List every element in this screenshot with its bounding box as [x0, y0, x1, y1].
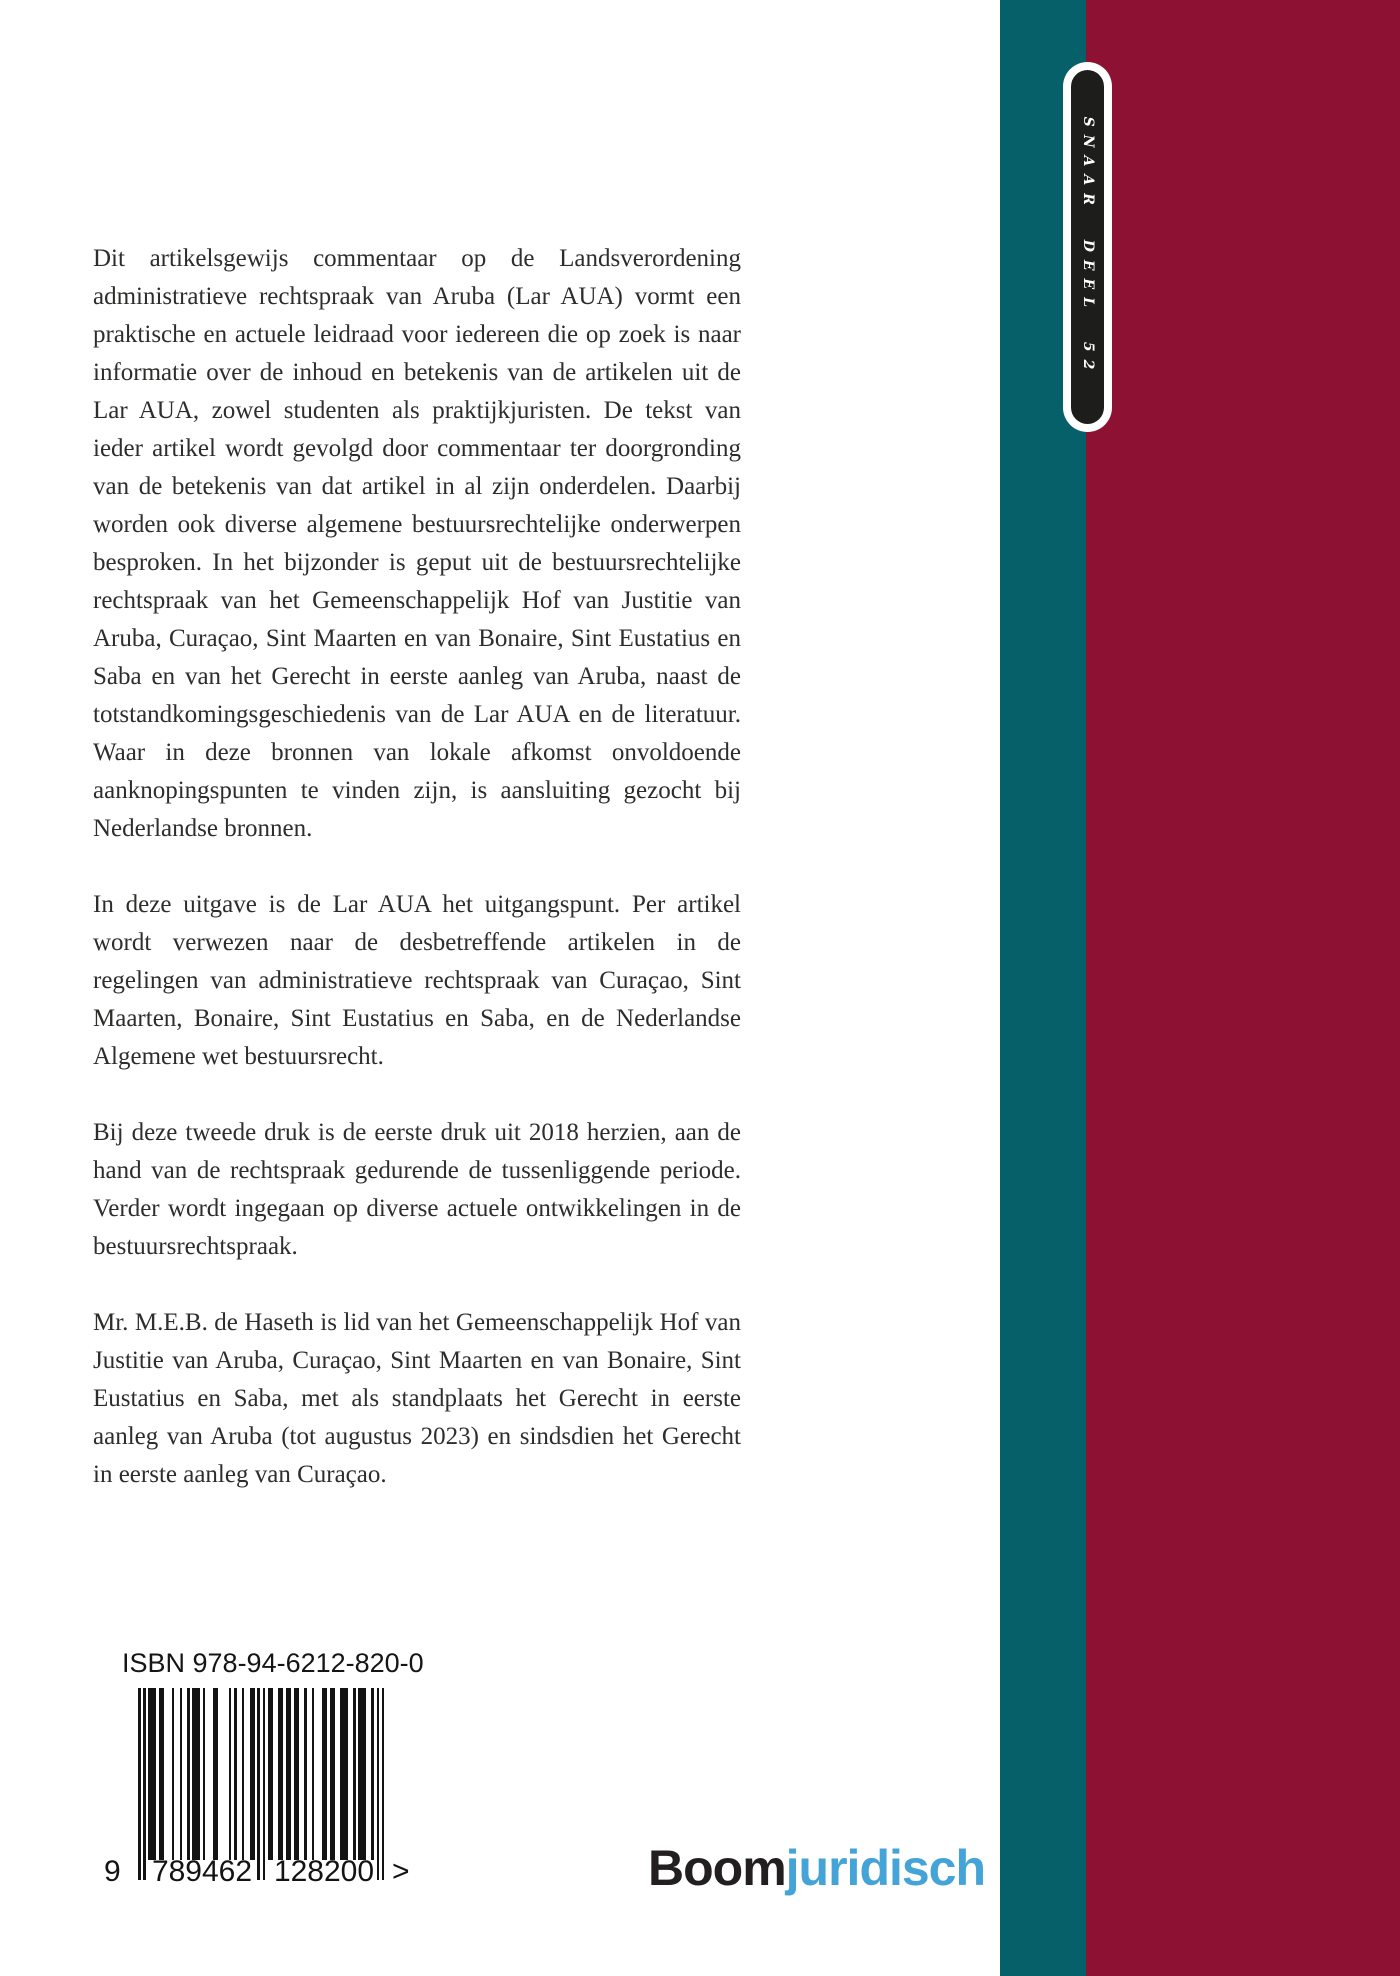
barcode-quiet-zone-mark: > [392, 1855, 410, 1888]
barcode-digit-group-1: 789462 [151, 1855, 253, 1888]
barcode-digit-group-2: 128200 [273, 1855, 375, 1888]
series-badge-label: SNAAR DEEL 52 [1079, 116, 1096, 378]
barcode-bars [138, 1688, 384, 1880]
blurb-paragraph-3: Bij deze tweede druk is de eerste druk uit 2018 herzien, aan de hand van de rechtspraak gedurende de tussenliggende periode. Verder wordt ingegaan op diverse actuele ontwikkelingen in de bestuursrechtspraak. [93, 1119, 741, 1260]
blurb-paragraph-2: In deze uitgave is de Lar AUA het uitgangspunt. Per artikel wordt verwezen naar de desbetreffende artikelen in de regelingen van administratieve rechtspraak van Curaçao, Sint Maarten, Bonaire, Sint Eustatius en Saba, en de Nederlandse Algemene wet bestuursrecht. [93, 891, 741, 1070]
isbn-number: ISBN 978-94-6212-820-0 [122, 1648, 424, 1678]
publisher-logo-boom: Boom [648, 1840, 786, 1896]
series-badge [1063, 62, 1112, 432]
series-badge-pill [1071, 70, 1104, 424]
blurb-paragraph-4: Mr. M.E.B. de Haseth is lid van het Gemeenschappelijk Hof van Justitie van Aruba, Curaçao, Sint Maarten en van Bonaire, Sint Eustatius en Saba, met als standplaats het Gerecht in eerste aanleg van Aruba (tot augustus 2023) en sindsdien het Gerecht in eerste aanleg van Curaçao. [93, 1309, 741, 1488]
barcode [104, 1688, 410, 1898]
maroon-stripe [1086, 0, 1400, 1976]
publisher-logo-juridisch: juridisch [785, 1840, 986, 1896]
publisher-logo [648, 1842, 985, 1894]
blurb-paragraph-1: Dit artikelsgewijs commentaar op de Landsverordening administratieve rechtspraak van Aruba (Lar AUA) vormt een praktische en actuele leidraad voor iedereen die op zoek is naar informatie over de inhoud en betekenis van de artikelen uit de Lar AUA, zowel studenten als praktijkjuristen. De tekst van ieder artikel wordt gevolgd door commentaar ter doorgronding van de betekenis van dat artikel in al zijn onderdelen. Daarbij worden ook diverse algemene bestuursrechtelijke onderwerpen besproken. In het bijzonder is geput uit de bestuursrechtelijke rechtspraak van het Gemeenschappelijk Hof van Justitie van Aruba, Curaçao, Sint Maarten en van Bonaire, Sint Eustatius en Saba en van het Gerecht in eerste aanleg van Aruba, naast de totstandkomingsgeschiedenis van de Lar AUA en de literatuur. Waar in deze bronnen van lokale afkomst onvoldoende aanknopingspunten te vinden zijn, is aansluiting gezocht bij Nederlandse bronnen. [93, 245, 741, 842]
back-cover-blurb [93, 240, 741, 1532]
barcode-lead-digit: 9 [104, 1855, 121, 1888]
